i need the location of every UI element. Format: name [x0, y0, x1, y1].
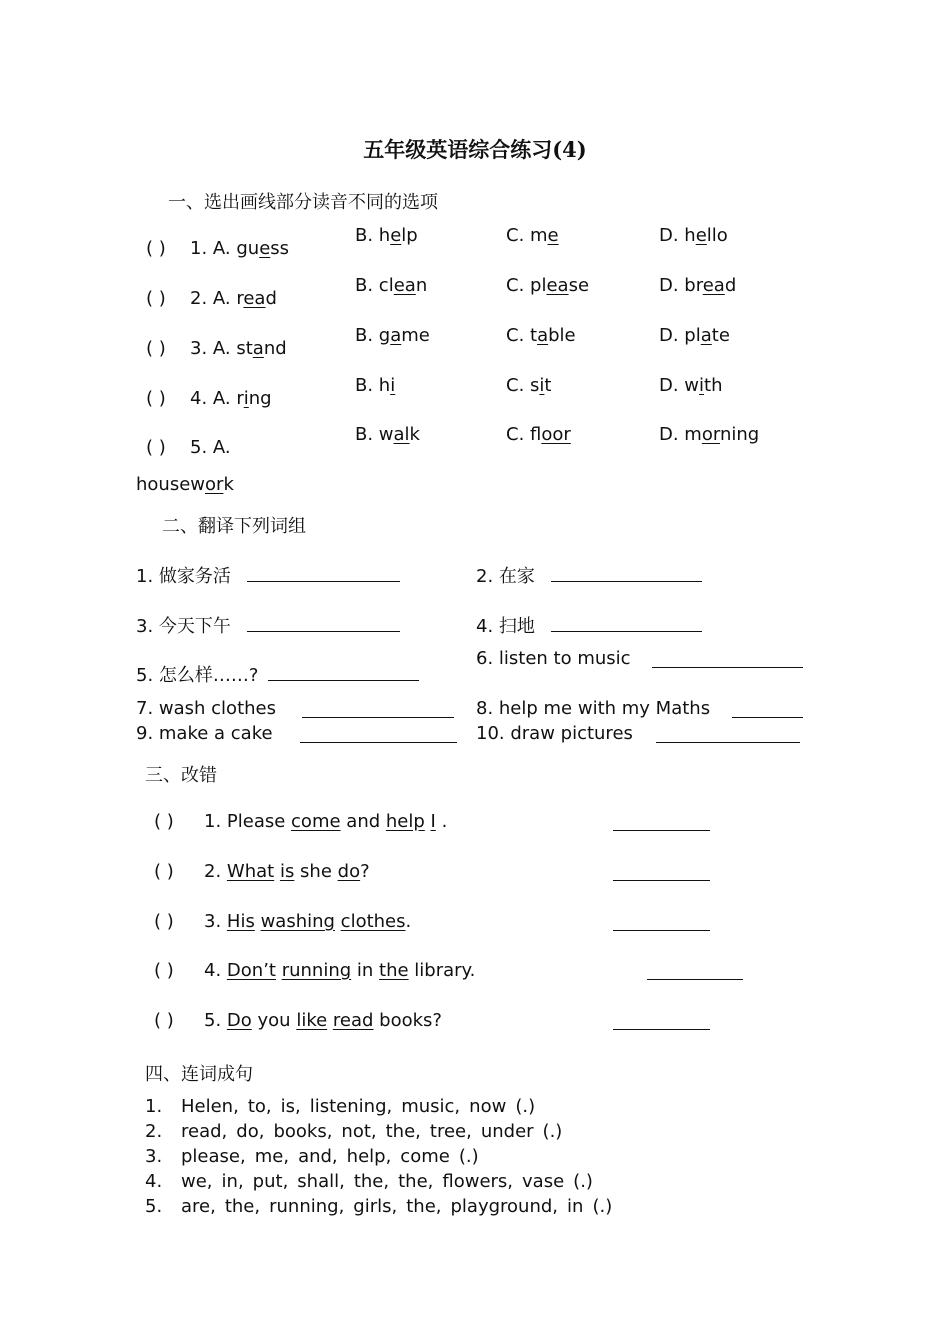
underlined-letters: ea	[546, 275, 569, 296]
word: come	[400, 1146, 450, 1167]
question-number: 5. A.	[190, 437, 231, 458]
question-row: ( ) 1. A. guess	[146, 238, 290, 259]
word: running,	[269, 1196, 345, 1217]
answer-paren[interactable]: ( )	[146, 437, 166, 458]
option-c: C. table	[506, 325, 576, 346]
sentence-row	[145, 1146, 488, 1167]
phrase-item: 5. 怎么样……?	[136, 665, 259, 686]
word: the,	[224, 1196, 261, 1217]
option-b: B. clean	[355, 275, 428, 296]
option-c: C. please	[506, 275, 590, 296]
word: the,	[353, 1171, 390, 1192]
answer-blank[interactable]	[613, 930, 710, 931]
word: help,	[346, 1146, 392, 1167]
option-b: B. hi	[355, 375, 396, 396]
answer-blank[interactable]	[247, 631, 400, 632]
answer-blank[interactable]	[656, 742, 800, 743]
answer-blank[interactable]	[613, 830, 710, 831]
phrase-item: 7. wash clothes	[136, 698, 276, 719]
underlined-letters: i	[699, 375, 705, 396]
underlined-word: running	[281, 960, 352, 981]
item-number: 2.	[145, 1121, 163, 1142]
correction-row: ( ) 4. Don’t running in the library.	[154, 960, 476, 981]
item-number: 5.	[145, 1196, 163, 1217]
answer-paren[interactable]: ( )	[154, 811, 174, 832]
answer-blank[interactable]	[652, 667, 803, 668]
underlined-word: help	[385, 811, 425, 832]
word: (.)	[458, 1146, 479, 1167]
option-d: D. hello	[659, 225, 728, 246]
word: in	[567, 1196, 584, 1217]
word: shall,	[297, 1171, 345, 1192]
underlined-letters: e	[547, 225, 559, 246]
underlined-letters: a	[700, 325, 712, 346]
answer-paren[interactable]: ( )	[154, 911, 174, 932]
underlined-word: is	[279, 861, 295, 882]
answer-paren[interactable]: ( )	[154, 960, 174, 981]
item-number: 1.	[145, 1096, 163, 1117]
phrase-item: 9. make a cake	[136, 723, 273, 744]
underlined-letters: or	[701, 424, 720, 445]
option-b: B. game	[355, 325, 430, 346]
underlined-letters: ea	[702, 275, 725, 296]
question-row: ( ) 4. A. ring	[146, 388, 272, 409]
underlined-word: read	[332, 1010, 374, 1031]
word: (.)	[573, 1171, 593, 1192]
section4-heading: 四、连词成句	[145, 1064, 253, 1085]
question-number: 4. A.	[190, 388, 237, 409]
option-c: C. sit	[506, 375, 552, 396]
answer-paren[interactable]: ( )	[146, 388, 166, 409]
underlined-letters: i	[390, 375, 396, 396]
underlined-word: His	[226, 911, 255, 932]
page-title: 五年级英语综合练习(4)	[363, 137, 587, 162]
answer-blank[interactable]	[247, 581, 400, 582]
option-c: C. me	[506, 225, 559, 246]
correction-row: ( ) 3. His washing clothes.	[154, 911, 412, 932]
option-b: B. walk	[355, 424, 420, 445]
underlined-word: the	[379, 960, 409, 981]
underlined-letters: ea	[393, 275, 416, 296]
answer-blank[interactable]	[613, 1029, 710, 1030]
answer-paren[interactable]: ( )	[146, 288, 166, 309]
answer-blank[interactable]	[613, 880, 710, 881]
option-c: C. floor	[506, 424, 571, 445]
word: listening,	[309, 1096, 393, 1117]
word: read,	[181, 1121, 228, 1142]
question-number: 2. A.	[190, 288, 237, 309]
underlined-word: washing	[260, 911, 335, 932]
underlined-letters: a	[252, 338, 264, 359]
correction-row: ( ) 1. Please come and help I .	[154, 811, 448, 832]
underlined-word: clothes	[340, 911, 406, 932]
question-number: 3. A.	[190, 338, 237, 359]
option-a: housework	[136, 474, 234, 495]
underlined-word: Do	[226, 1010, 252, 1031]
word: (.)	[542, 1121, 563, 1142]
correction-row: ( ) 2. What is she do?	[154, 861, 370, 882]
answer-paren[interactable]: ( )	[154, 861, 174, 882]
answer-blank[interactable]	[551, 631, 702, 632]
word: girls,	[353, 1196, 398, 1217]
word: we,	[181, 1171, 213, 1192]
question-row: ( ) 2. A. read	[146, 288, 277, 309]
word: (.)	[515, 1096, 536, 1117]
word: music,	[401, 1096, 461, 1117]
word: Helen,	[181, 1096, 239, 1117]
underlined-letters: a	[390, 325, 402, 346]
word: please,	[181, 1146, 246, 1167]
item-number: 3.	[145, 1146, 163, 1167]
answer-blank[interactable]	[268, 680, 419, 681]
word: tree,	[429, 1121, 472, 1142]
underlined-letters: ea	[243, 288, 266, 309]
sentence-row	[145, 1096, 544, 1117]
word: are,	[181, 1196, 216, 1217]
option-d: D. with	[659, 375, 723, 396]
option-d: D. plate	[659, 325, 730, 346]
answer-blank[interactable]	[647, 979, 743, 980]
underlined-letters: i	[539, 375, 545, 396]
word: vase	[522, 1171, 565, 1192]
sentence-row	[145, 1196, 621, 1217]
underlined-letters: or	[205, 474, 224, 495]
underlined-letters: a	[537, 325, 549, 346]
phrase-item: 4. 扫地	[476, 616, 535, 637]
word: the,	[398, 1171, 434, 1192]
word: playground,	[450, 1196, 559, 1217]
underlined-word: come	[291, 811, 341, 832]
word: not,	[341, 1121, 377, 1142]
word: now	[469, 1096, 507, 1117]
word: under	[480, 1121, 534, 1142]
option-d: D. bread	[659, 275, 737, 296]
word: the,	[385, 1121, 421, 1142]
phrase-item: 2. 在家	[476, 566, 535, 587]
question-row: ( ) 3. A. stand	[146, 338, 287, 359]
phrase-item: 8. help me with my Maths	[476, 698, 711, 719]
word: (.)	[592, 1196, 613, 1217]
phrase-item: 1. 做家务活	[136, 566, 231, 587]
word: do,	[236, 1121, 265, 1142]
word: put,	[252, 1171, 289, 1192]
word: books,	[273, 1121, 333, 1142]
phrase-item: 10. draw pictures	[476, 723, 633, 744]
word: me,	[254, 1146, 290, 1167]
answer-blank[interactable]	[302, 717, 454, 718]
underlined-word: do	[337, 861, 361, 882]
correction-row: ( ) 5. Do you like read books?	[154, 1010, 442, 1031]
word: in,	[221, 1171, 244, 1192]
section1-heading: 一、选出画线部分读音不同的选项	[168, 192, 438, 213]
section2-heading: 二、翻译下列词组	[162, 516, 306, 537]
underlined-word: like	[296, 1010, 328, 1031]
item-number: 4.	[145, 1171, 163, 1192]
underlined-letters: al	[393, 424, 410, 445]
question-row	[146, 437, 231, 458]
underlined-word: I	[430, 811, 436, 832]
answer-paren[interactable]: ( )	[146, 238, 166, 259]
sentence-row	[145, 1121, 571, 1142]
underlined-letters: e	[259, 238, 271, 259]
word: is,	[280, 1096, 301, 1117]
answer-blank[interactable]	[732, 717, 803, 718]
underlined-letters: oor	[541, 424, 571, 445]
underlined-letters: e	[695, 225, 707, 246]
option-d: D. morning	[659, 424, 760, 445]
answer-paren[interactable]: ( )	[146, 338, 166, 359]
underlined-word: Don’t	[226, 960, 276, 981]
answer-blank[interactable]	[551, 581, 702, 582]
answer-blank[interactable]	[300, 742, 457, 743]
phrase-item: 3. 今天下午	[136, 616, 231, 637]
word: to,	[247, 1096, 272, 1117]
section3-heading: 三、改错	[145, 765, 217, 786]
word: flowers,	[442, 1171, 514, 1192]
phrase-item: 6. listen to music	[476, 648, 631, 669]
sentence-row	[145, 1171, 602, 1192]
word: and,	[298, 1146, 338, 1167]
option-b: B. help	[355, 225, 418, 246]
underlined-letters: e	[390, 225, 402, 246]
question-number: 1. A.	[190, 238, 237, 259]
word: the,	[406, 1196, 442, 1217]
answer-paren[interactable]: ( )	[154, 1010, 174, 1031]
underlined-letters: i	[243, 388, 249, 409]
underlined-word: What	[226, 861, 275, 882]
